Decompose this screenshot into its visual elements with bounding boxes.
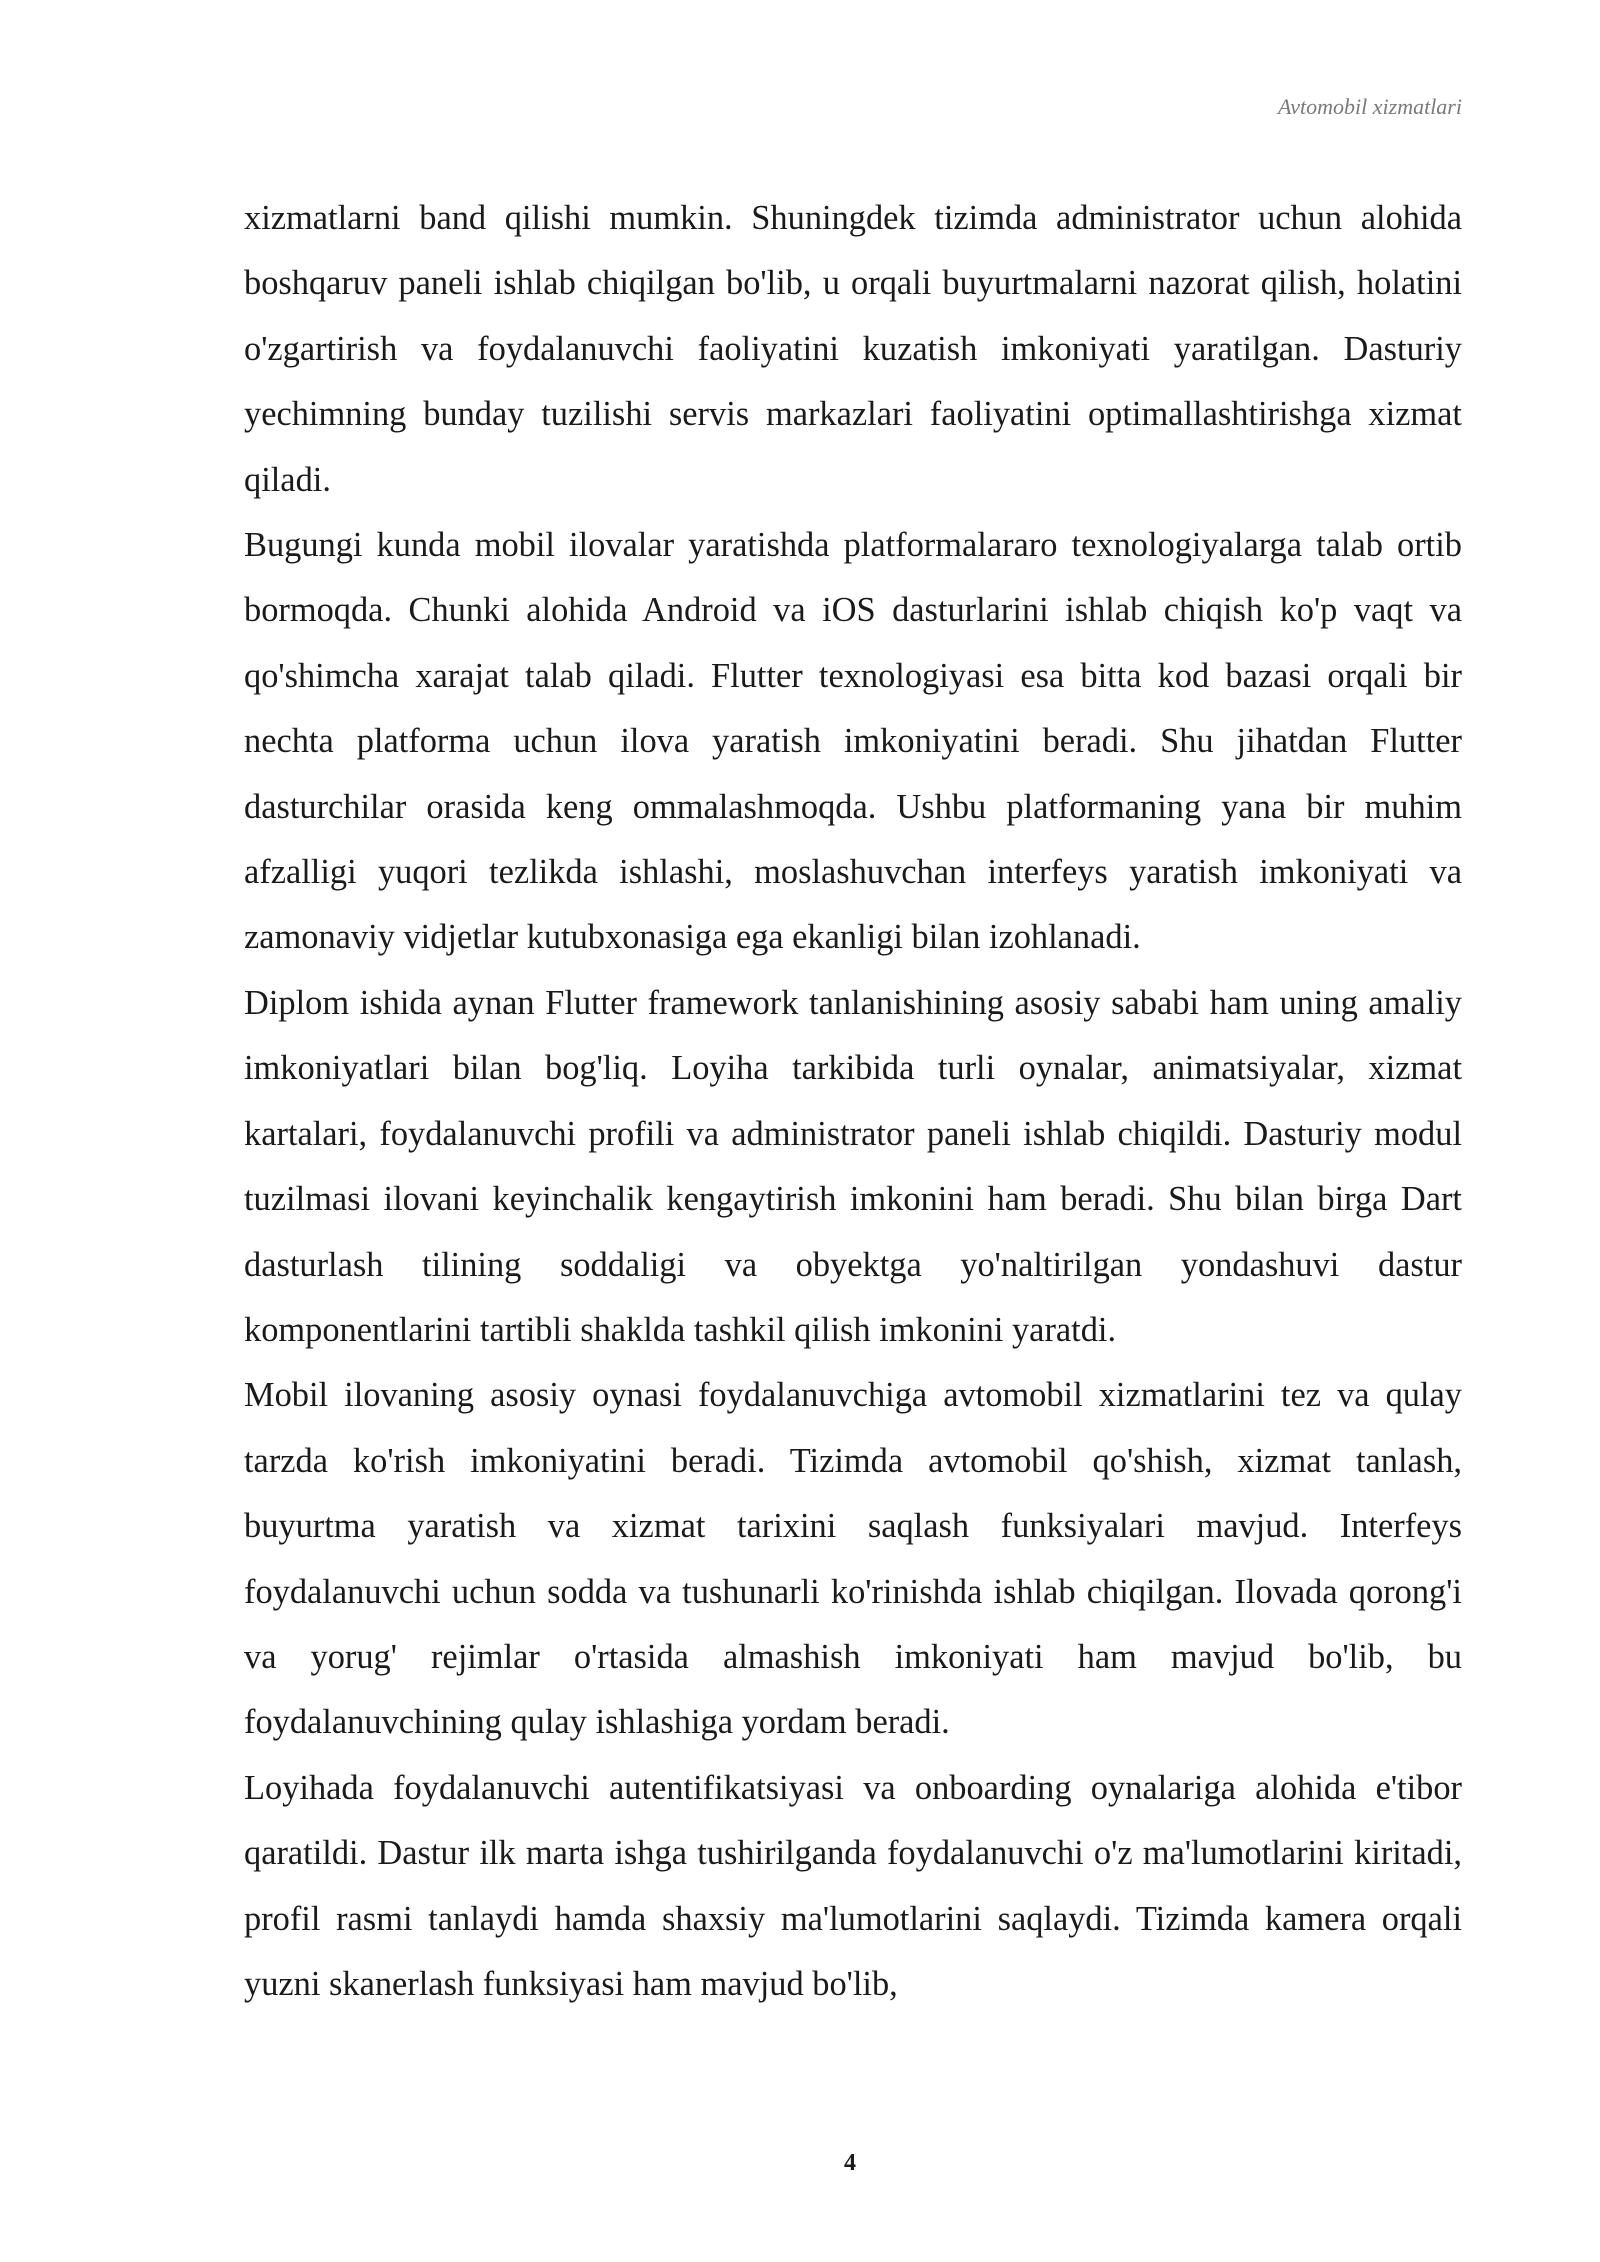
paragraph-1: xizmatlarni band qilishi mumkin. Shuningdek tizimda administrator uchun alohida boshqaruv paneli ishlab chiqilgan bo'lib, u orqali buyurtmalarni nazorat qilish, holatini o'zgartirish va foydalanuvchi faoliyatini kuzatish imkoniyati yaratilgan. Dasturiy yechimning bunday tuzilishi servis markazlari faoliyatini optimallashtirishga xizmat qiladi.: [244, 199, 1462, 499]
page-number-text: 4: [844, 2150, 856, 2176]
paragraph-3: Diplom ishida aynan Flutter framework tanlanishining asosiy sababi ham uning amaliy imkoniyatlari bilan bog'liq. Loyiha tarkibida turli oynalar, animatsiyalar, xizmat kartalari, foydalanuvchi profili va administrator paneli ishlab chiqildi. Dasturiy modul tuzilmasi ilovani keyinchalik kengaytirish imkonini ham beradi. Shu bilan birga Dart dasturlash tilining soddaligi va obyektga yo'naltirilgan yondashuvi dastur komponentlarini tartibli shaklda tashkil qilish imkonini yaratdi.: [244, 983, 1462, 1349]
paragraph-4: Mobil ilovaning asosiy oynasi foydalanuvchiga avtomobil xizmatlarini tez va qulay tarzda ko'rish imkoniyatini beradi. Tizimda avtomobil qo'shish, xizmat tanlash, buyurtma yaratish va xizmat tarixini saqlash funksiyalari mavjud. Interfeys foydalanuvchi uchun sodda va tushunarli ko'rinishda ishlab chiqilgan. Ilovada qorong'i va yorug' rejimlar o'rtasida almashish imkoniyati ham mavjud bo'lib, bu foydalanuvchining qulay ishlashiga yordam beradi.: [244, 1376, 1462, 1742]
running-header-title: Avtomobil xizmatlari: [1278, 94, 1462, 119]
page-number: [0, 2150, 1600, 2177]
body-text: [244, 186, 1462, 2017]
paragraph-2: Bugungi kunda mobil ilovalar yaratishda platformalararo texnologiyalarga talab ortib bormoqda. Chunki alohida Android va iOS dasturlarini ishlab chiqish ko'p vaqt va qo'shimcha xarajat talab qiladi. Flutter texnologiyasi esa bitta kod bazasi orqali bir nechta platforma uchun ilova yaratish imkoniyatini beradi. Shu jihatdan Flutter dasturchilar orasida keng ommalashmoqda. Ushbu platformaning yana bir muhim afzalligi yuqori tezlikda ishlashi, moslashuvchan interfeys yaratish imkoniyati va zamonaviy vidjetlar kutubxonasiga ega ekanligi bilan izohlanadi.: [244, 526, 1462, 957]
paragraph-5: Loyihada foydalanuvchi autentifikatsiyasi va onboarding oynalariga alohida e'tibor qaratildi. Dastur ilk marta ishga tushirilganda foydalanuvchi o'z ma'lumotlarini kiritadi, profil rasmi tanlaydi hamda shaxsiy ma'lumotlarini saqlaydi. Tizimda kamera orqali yuzni skanerlash funksiyasi ham mavjud bo'lib,: [244, 1768, 1462, 2003]
